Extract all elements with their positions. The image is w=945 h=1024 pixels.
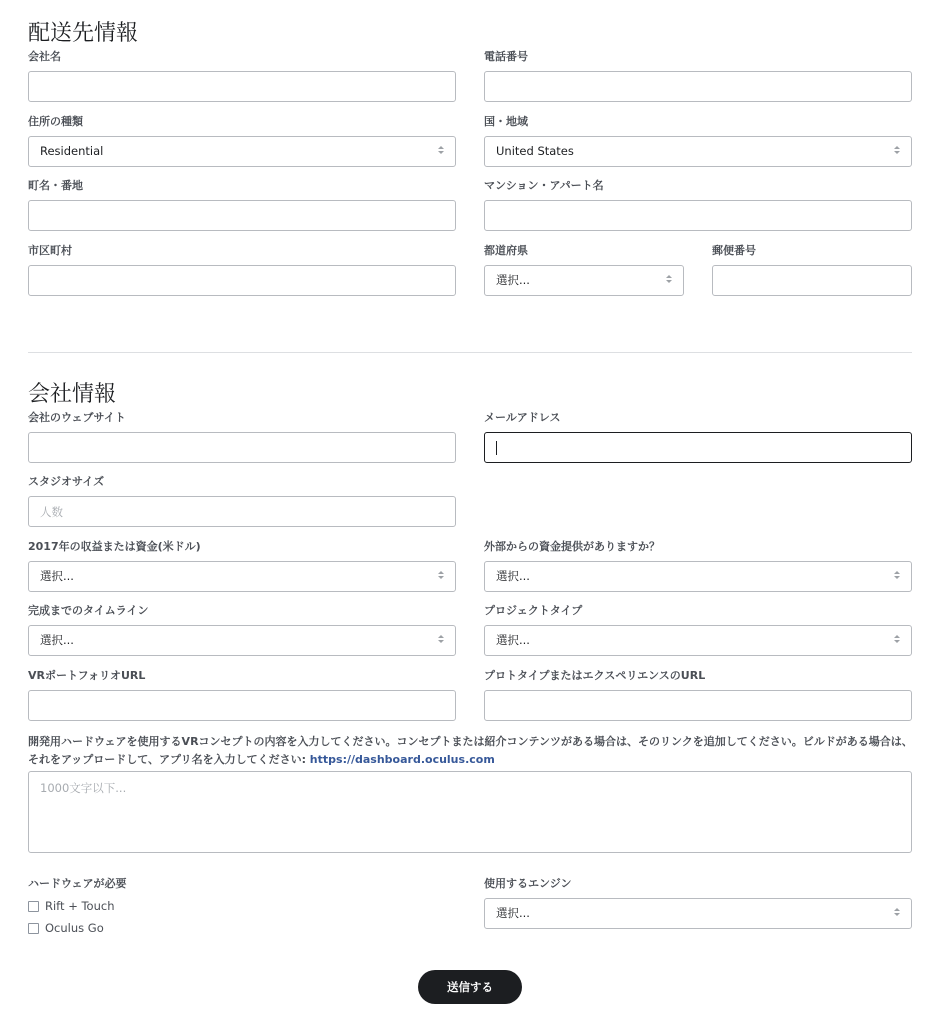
engine-label: 使用するエンジン: [484, 877, 572, 890]
timeline-value: 選択...: [40, 633, 74, 647]
hardware-label: ハードウェアが必要: [28, 877, 127, 890]
country-value: United States: [496, 144, 574, 158]
select-arrows-icon: [894, 571, 900, 583]
funding-label: 外部からの資金提供がありますか？: [484, 540, 660, 553]
select-arrows-icon: [894, 635, 900, 647]
street-label: 町名・番地: [28, 179, 83, 192]
company-name-label: 会社名: [28, 50, 61, 63]
company-heading: 会社情報: [28, 382, 117, 407]
portfolio-input[interactable]: [28, 690, 456, 721]
select-arrows-icon: [438, 146, 444, 158]
website-label: 会社のウェブサイト: [28, 411, 126, 424]
engine-value: 選択...: [496, 906, 530, 920]
revenue-label: 2017年の収益または資金(米ドル): [28, 540, 201, 553]
timeline-select[interactable]: [28, 625, 456, 656]
country-label: 国・地域: [484, 115, 528, 128]
studio-size-label: スタジオサイズ: [28, 475, 105, 488]
select-arrows-icon: [894, 908, 900, 920]
postal-input[interactable]: [712, 265, 912, 296]
select-arrows-icon: [894, 146, 900, 158]
building-input[interactable]: [484, 200, 912, 231]
dashboard-link[interactable]: https://dashboard.oculus.com: [309, 753, 495, 766]
building-label: マンション・アパート名: [484, 179, 604, 192]
prototype-input[interactable]: [484, 690, 912, 721]
project-type-label: プロジェクトタイプ: [484, 604, 583, 617]
engine-select[interactable]: [484, 898, 912, 929]
project-type-select[interactable]: [484, 625, 912, 656]
select-arrows-icon: [438, 635, 444, 647]
portfolio-label: VRポートフォリオURL: [28, 669, 146, 682]
funding-select[interactable]: [484, 561, 912, 592]
address-type-label: 住所の種類: [28, 115, 83, 128]
website-input[interactable]: [28, 432, 456, 463]
company-name-input[interactable]: [28, 71, 456, 102]
studio-size-input[interactable]: [28, 496, 456, 527]
city-label: 市区町村: [28, 244, 72, 257]
prototype-label: プロトタイプまたはエクスペリエンスのURL: [484, 669, 706, 682]
shipping-heading: 配送先情報: [28, 21, 139, 46]
oculus-go-label: Oculus Go: [45, 921, 104, 935]
funding-value: 選択...: [496, 569, 530, 583]
project-type-value: 選択...: [496, 633, 530, 647]
revenue-value: 選択...: [40, 569, 74, 583]
phone-input[interactable]: [484, 71, 912, 102]
select-arrows-icon: [666, 275, 672, 287]
prefecture-value: 選択...: [496, 273, 530, 287]
city-input[interactable]: [28, 265, 456, 296]
email-input[interactable]: [484, 432, 912, 463]
address-type-value: Residential: [40, 144, 104, 158]
prefecture-select[interactable]: [484, 265, 684, 296]
select-arrows-icon: [438, 571, 444, 583]
address-type-select[interactable]: [28, 136, 456, 167]
email-label: メールアドレス: [484, 411, 561, 424]
rift-touch-checkbox[interactable]: [28, 899, 115, 913]
timeline-label: 完成までのタイムライン: [28, 604, 149, 617]
street-input[interactable]: [28, 200, 456, 231]
rift-touch-label: Rift + Touch: [45, 899, 115, 913]
text-caret: [496, 441, 497, 455]
country-select[interactable]: [484, 136, 912, 167]
prefecture-label: 都道府県: [484, 244, 528, 257]
checkbox-icon: [28, 923, 39, 934]
concept-label-text: 開発用ハードウェアを使用するVRコンセプトの内容を入力してください。コンセプトまたは紹介コンテンツがある場合は、そのリンクを追加してください。ビルドがある場合は、それをアップロードして、アプリ名を入力してください:: [28, 735, 913, 766]
revenue-select[interactable]: [28, 561, 456, 592]
section-divider: [28, 352, 912, 353]
concept-label: [28, 733, 914, 769]
submit-button[interactable]: 送信する: [418, 970, 522, 1004]
oculus-go-checkbox[interactable]: [28, 921, 104, 935]
checkbox-icon: [28, 901, 39, 912]
phone-label: 電話番号: [484, 50, 528, 63]
postal-label: 郵便番号: [712, 244, 756, 257]
concept-textarea[interactable]: [28, 771, 912, 853]
